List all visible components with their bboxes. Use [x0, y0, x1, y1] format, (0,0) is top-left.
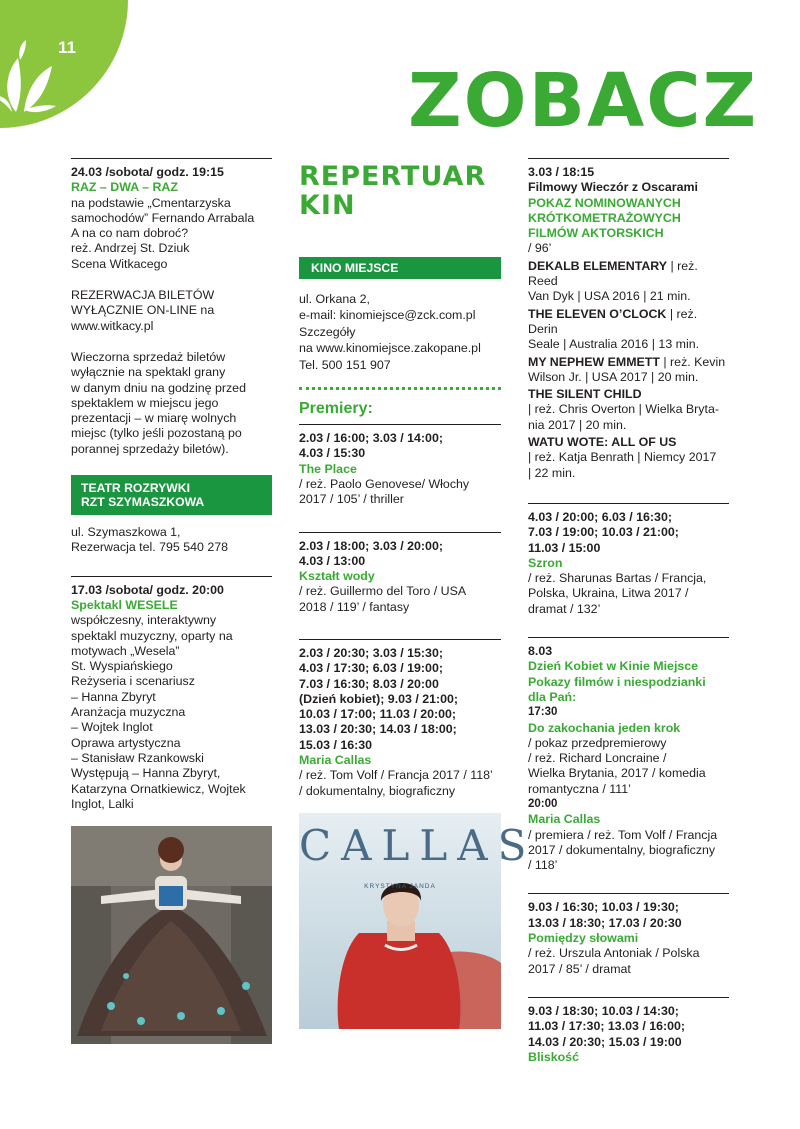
short-film-info: | reż. Reed: [528, 258, 698, 289]
info-line: miejsc (tylko jeśli pozostaną po: [71, 426, 242, 441]
info-line: prezentacji – w miarę wolnych: [71, 411, 237, 426]
info-line: spektaklem w miejscu jego: [71, 395, 219, 410]
short-film-info: | reż. Kevin: [659, 354, 726, 369]
film-info: / dokumentalny, biograficzny: [299, 783, 456, 798]
event-date: 24.03 /sobota/ godz. 19:15: [71, 165, 224, 179]
dotted-divider: [299, 387, 501, 390]
film-pomiedzy-slowami: [528, 900, 729, 976]
event-time: 17:30: [528, 706, 558, 719]
film-maria-callas: [299, 646, 501, 799]
film-dates: 7.03 / 16:30; 8.03 / 20:00: [299, 676, 439, 691]
event-date: 3.03 / 18:15: [528, 165, 595, 179]
film-dates: 13.03 / 18:30; 17.03 / 20:30: [528, 915, 682, 930]
film-dates: 13.03 / 20:30; 14.03 / 18:00;: [299, 722, 457, 737]
short-film-title: DEKALB ELEMENTARY: [528, 258, 668, 273]
film-dates: 15.03 / 16:30: [299, 737, 373, 752]
premiery-heading: Premiery:: [299, 400, 373, 418]
event-duration: / 96’: [528, 241, 552, 256]
divider: [71, 158, 272, 159]
info-line: porannej sprzedaży biletów).: [71, 441, 229, 456]
short-film-info: nia 2017 | 20 min.: [528, 417, 627, 432]
column-cinema-events: [528, 158, 729, 1065]
film-dates: 11.03 / 15:00: [528, 540, 601, 555]
kino-address: [299, 291, 501, 373]
heading-line: REPERTUAR: [299, 161, 487, 192]
short-film-info: | reż. Katja Benrath | Niemcy 2017: [528, 450, 717, 465]
teatr-rozrywki-box: [71, 475, 272, 515]
film-dates: 2.03 / 16:00; 3.03 / 14:00;: [299, 431, 443, 446]
event-title: KRÓTKOMETRAŻOWYCH: [528, 210, 681, 225]
film-info: / reż. Richard Loncraine /: [528, 751, 667, 766]
event-line: Reżyseria i scenariusz: [71, 674, 195, 689]
film-info: 2017 / dokumentalny, biograficzny: [528, 842, 716, 857]
event-line: motywach „Wesela”: [71, 643, 180, 658]
event-line: Katarzyna Ornatkiewicz, Wojtek: [71, 781, 246, 796]
divider: [71, 576, 272, 577]
divider: [528, 637, 729, 638]
event-wesele: [71, 583, 272, 812]
info-line: w danym dniu na godzinę przed: [71, 380, 246, 395]
film-title: Kształt wody: [299, 569, 375, 584]
event-date: 17.03 /sobota/ godz. 20:00: [71, 582, 224, 597]
film-dates: 4.03 / 15:30: [299, 446, 366, 461]
event-line: spektakl muzyczny, oparty na: [71, 628, 233, 643]
column-theatre: [71, 158, 272, 1044]
divider: [528, 997, 729, 998]
divider: [299, 424, 501, 425]
short-film-info: Van Dyk | USA 2016 | 21 min.: [528, 289, 691, 304]
film-title: Do zakochania jeden krok: [528, 720, 681, 735]
corner-decoration: [0, 0, 130, 130]
event-line: A na co nam dobroć?: [71, 226, 189, 241]
film-dates: 11.03 / 17:30; 13.03 / 16:00;: [528, 1019, 686, 1034]
film-info: Wielka Brytania, 2017 / komedia: [528, 766, 706, 781]
film-dates: 2.03 / 20:30; 3.03 / 15:30;: [299, 646, 443, 660]
film-dates: 2.03 / 18:00; 3.03 / 20:00;: [299, 538, 443, 553]
film-title: Bliskość: [528, 1049, 579, 1064]
event-name: Filmowy Wieczór z Oscarami: [528, 180, 698, 195]
film-info: / reż. Sharunas Bartas / Francja,: [528, 571, 707, 586]
event-title: dla Pań:: [528, 689, 577, 704]
wesele-photo: [71, 826, 272, 1044]
event-line: – Hanna Zbyryt: [71, 689, 156, 704]
divider: [528, 158, 729, 159]
film-ksztalt-wody: [299, 539, 501, 615]
event-title: FILMÓW AKTORSKICH: [528, 226, 664, 241]
event-time: 20:00: [528, 797, 558, 810]
film-info: / reż. Urszula Antoniak / Polska: [528, 946, 700, 961]
reservation-link[interactable]: www.witkacy.pl: [71, 318, 154, 333]
short-film-info: Seale | Australia 2016 | 13 min.: [528, 337, 700, 352]
info-line: Wieczorna sprzedaż biletów: [71, 349, 226, 364]
kino-miejsce-box: KINO MIEJSCE: [299, 257, 501, 279]
short-film-title: THE ELEVEN O’CLOCK: [528, 306, 667, 321]
divider: [528, 503, 729, 504]
film-dates: 7.03 / 19:00; 10.03 / 21:00;: [528, 525, 679, 540]
film-info: 2018 / 119’ / fantasy: [299, 599, 410, 614]
film-the-place: [299, 431, 501, 507]
film-info: Polska, Ukraina, Litwa 2017 /: [528, 586, 689, 601]
film-dates: (Dzień kobiet); 9.03 / 21:00;: [299, 691, 459, 706]
teatr-address: [71, 525, 272, 556]
event-line: St. Wyspiańskiego: [71, 659, 173, 674]
event-dzien-kobiet: [528, 644, 729, 873]
phone-line: Tel. 500 151 907: [299, 357, 391, 372]
film-info: / 118’: [528, 858, 558, 873]
divider: [299, 639, 501, 640]
divider: [528, 893, 729, 894]
film-info: / premiera / reż. Tom Volf / Francja: [528, 827, 718, 842]
film-info: 2017 / 85’ / dramat: [528, 961, 631, 976]
event-line: Oprawa artystyczna: [71, 735, 181, 750]
poster-credit: KRYSTYNA JANDA: [364, 882, 436, 890]
film-info: / reż. Tom Volf / Francja 2017 / 118’: [299, 768, 493, 783]
event-title: RAZ – DWA – RAZ: [71, 180, 178, 195]
film-info: 2017 / 105’ / thriller: [299, 492, 404, 507]
short-film-title: MY NEPHEW EMMETT: [528, 354, 660, 369]
box-line: TEATR ROZRYWKI: [81, 481, 190, 496]
event-line: Aranżacja muzyczna: [71, 705, 186, 720]
film-title: Maria Callas: [299, 753, 372, 768]
event-raz-dwa-raz: [71, 165, 272, 272]
film-dates: 9.03 / 18:30; 10.03 / 14:30;: [528, 1003, 679, 1018]
film-info: / reż. Guillermo del Toro / USA: [299, 584, 467, 599]
film-szron: [528, 510, 729, 617]
website-link[interactable]: na www.kinomiejsce.zakopane.pl: [299, 341, 481, 356]
event-title: Dzień Kobiet w Kinie Miejsce: [528, 659, 699, 674]
event-line: Inglot, Lalki: [71, 796, 134, 811]
event-title: Spektakl WESELE: [71, 597, 178, 612]
event-line: na podstawie „Cmentarzyska: [71, 195, 231, 210]
film-title: Pomiędzy słowami: [528, 931, 639, 946]
short-film-info: | reż. Derin: [528, 306, 698, 336]
event-line: Scena Witkacego: [71, 256, 168, 271]
address-line: ul. Szymaszkowa 1,: [71, 525, 181, 540]
heading-line: KIN: [299, 190, 356, 221]
film-info: romantyczna / 111’: [528, 781, 631, 796]
film-title: Szron: [528, 555, 563, 570]
film-info: / reż. Paolo Genovese/ Włochy: [299, 476, 470, 491]
film-info: / pokaz przedpremierowy: [528, 735, 667, 750]
short-film-info: | 22 min.: [528, 465, 576, 480]
event-line: reż. Andrzej St. Dziuk: [71, 241, 190, 256]
short-film: [528, 355, 729, 370]
short-film-info: Wilson Jr. | USA 2017 | 20 min.: [528, 369, 699, 384]
short-film: [528, 259, 729, 290]
film-dates: 9.03 / 16:30; 10.03 / 19:30;: [528, 900, 679, 915]
evening-sale-info: [71, 350, 272, 457]
film-dates: 4.03 / 20:00; 6.03 / 16:30;: [528, 509, 672, 524]
film-bliskosc: [528, 1004, 729, 1065]
phone-line: Rezerwacja tel. 795 540 278: [71, 540, 229, 555]
event-line: Występują – Hanna Zbyryt,: [71, 766, 221, 781]
section-title: ZOBACZ: [408, 58, 759, 144]
event-line: współczesny, interaktywny: [71, 613, 217, 628]
film-dates: 14.03 / 20:30; 15.03 / 19:00: [528, 1034, 682, 1049]
film-dates: 4.03 / 13:00: [299, 553, 366, 568]
event-line: – Stanisław Rzankowski: [71, 750, 204, 765]
repertuar-heading: [299, 162, 501, 220]
event-title: Pokazy filmów i niespodzianki: [528, 674, 706, 689]
divider: [299, 532, 501, 533]
column-cinema: [299, 158, 537, 1029]
box-line: RZT SZYMASZKOWA: [81, 495, 205, 510]
reservation-line: WYŁĄCZNIE ON-LINE na: [71, 303, 215, 318]
film-title: The Place: [299, 461, 357, 476]
reservation-info: [71, 288, 272, 334]
page-number: 11: [58, 38, 76, 57]
address-line: ul. Orkana 2,: [299, 292, 370, 306]
short-film: [528, 307, 729, 338]
film-title: Maria Callas: [528, 812, 601, 827]
callas-poster: [299, 813, 537, 1029]
event-oscary: [528, 165, 729, 481]
event-title: POKAZ NOMINOWANYCH: [528, 195, 681, 210]
address-line: Szczegóły: [299, 324, 356, 339]
event-line: samochodów” Fernando Arrabala: [71, 210, 255, 225]
film-dates: 4.03 / 17:30; 6.03 / 19:00;: [299, 661, 443, 676]
info-line: wyłącznie na spektakl grany: [71, 365, 226, 380]
poster-title: CALLAS: [299, 820, 537, 870]
event-line: – Wojtek Inglot: [71, 720, 153, 735]
short-film-title: THE SILENT CHILD: [528, 387, 642, 402]
short-film-info: | reż. Chris Overton | Wielka Bryta-: [528, 402, 719, 417]
short-film-title: WATU WOTE: ALL OF US: [528, 435, 677, 450]
event-date: 8.03: [528, 644, 553, 659]
film-info: dramat / 132’: [528, 601, 601, 616]
film-dates: 10.03 / 17:00; 11.03 / 20:00;: [299, 707, 457, 722]
reservation-line: REZERWACJA BILETÓW: [71, 288, 215, 303]
email-link[interactable]: e-mail: kinomiejsce@zck.com.pl: [299, 308, 476, 323]
